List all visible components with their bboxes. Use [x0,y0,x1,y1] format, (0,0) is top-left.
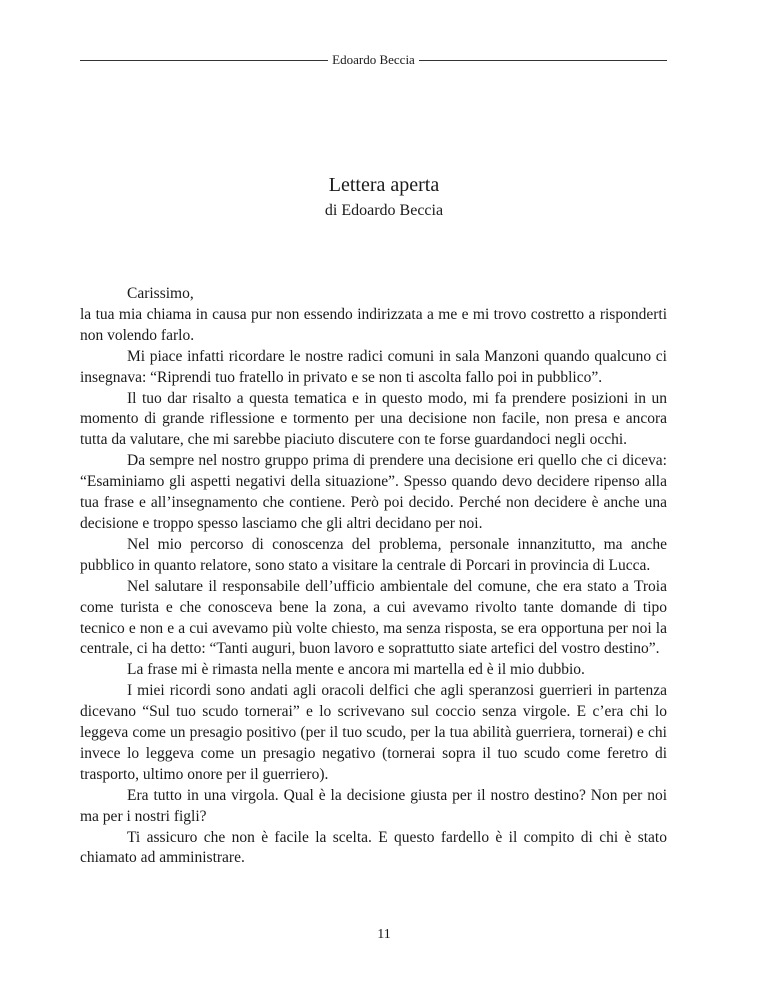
body-paragraph: La frase mi è rimasta nella mente e ancora mi martella ed è il mio dubbio. [127,661,585,679]
article-body [80,284,667,869]
body-paragraph: Carissimo, [127,285,194,302]
running-title: Edoardo Beccia [332,52,415,67]
body-paragraph: Il tuo dar risalto a questa tematica e in questo modo, mi fa prendere posizioni in un momento di grande riflessione e tormento per una decisione non facile, non presa e ancora tutta da valutare, che mi sarebbe piaciuto discutere con te forse guardandoci negli occhi. [80,389,667,449]
page-number: 11 [377,927,391,942]
body-paragraph: Mi piace infatti ricordare le nostre radici comuni in sala Manzoni quando qualcuno ci insegnava: “Riprendi tuo fratello in privato e se non ti ascolta fallo poi in pubblico”. [80,347,667,386]
article-title: Lettera aperta [328,174,440,196]
title-block [0,172,768,222]
body-paragraph: Nel salutare il responsabile dell’ufficio ambientale del comune, che era stato a Troia come turista e che conosceva bene la zona, a cui avevamo rivolto tante domande di tipo tecnico e non e a cui avevamo più volte chiesto, ma senza risposta, se era opportuna per noi la centrale, ci ha detto: “Tanti auguri, buon lavoro e soprattutto siate artefici del vostro destino”. [80,577,667,658]
body-paragraph: la tua mia chiama in causa pur non essendo indirizzata a me e mi trovo costretto a risponderti non volendo farlo. [80,305,667,344]
body-paragraph: Ti assicuro che non è facile la scelta. E questo fardello è il compito di chi è stato chiamato ad amministrare. [80,828,667,867]
header-rule-right [419,60,667,61]
header-rule-left [80,60,328,61]
running-header [80,52,667,68]
article-byline: di Edoardo Beccia [324,202,444,219]
body-paragraph: Da sempre nel nostro gruppo prima di prendere una decisione eri quello che ci diceva: “Esaminiamo gli aspetti negativi della situazione”. Spesso quando devo decidere ripenso alla tua frase e all’insegnamento che contiene. Però poi decido. Perché non decidere è anche una decisione e troppo spesso lasciamo che gli altri decidano per noi. [80,452,667,532]
body-paragraph: Era tutto in una virgola. Qual è la decisione giusta per il nostro destino? Non per noi ma per i nostri figli? [80,786,667,825]
body-paragraph: Nel mio percorso di conoscenza del problema, personale innanzitutto, ma anche pubblico in quanto relatore, sono stato a visitare la centrale di Porcari in provincia di Lucca. [80,535,667,574]
body-paragraph: I miei ricordi sono andati agli oracoli delfici che agli speranzosi guerrieri in partenza dicevano “Sul tuo scudo tornerai” e lo scrivevano sul coccio senza virgole. E c’era chi lo leggeva come un presagio positivo (per il tuo scudo, per la tua abilità guerriera, tornerai) e chi invece lo leggeva come un presagio negativo (tornerai sopra il tuo scudo come feretro di trasporto, ultimo onore per il guerriero). [80,682,667,783]
